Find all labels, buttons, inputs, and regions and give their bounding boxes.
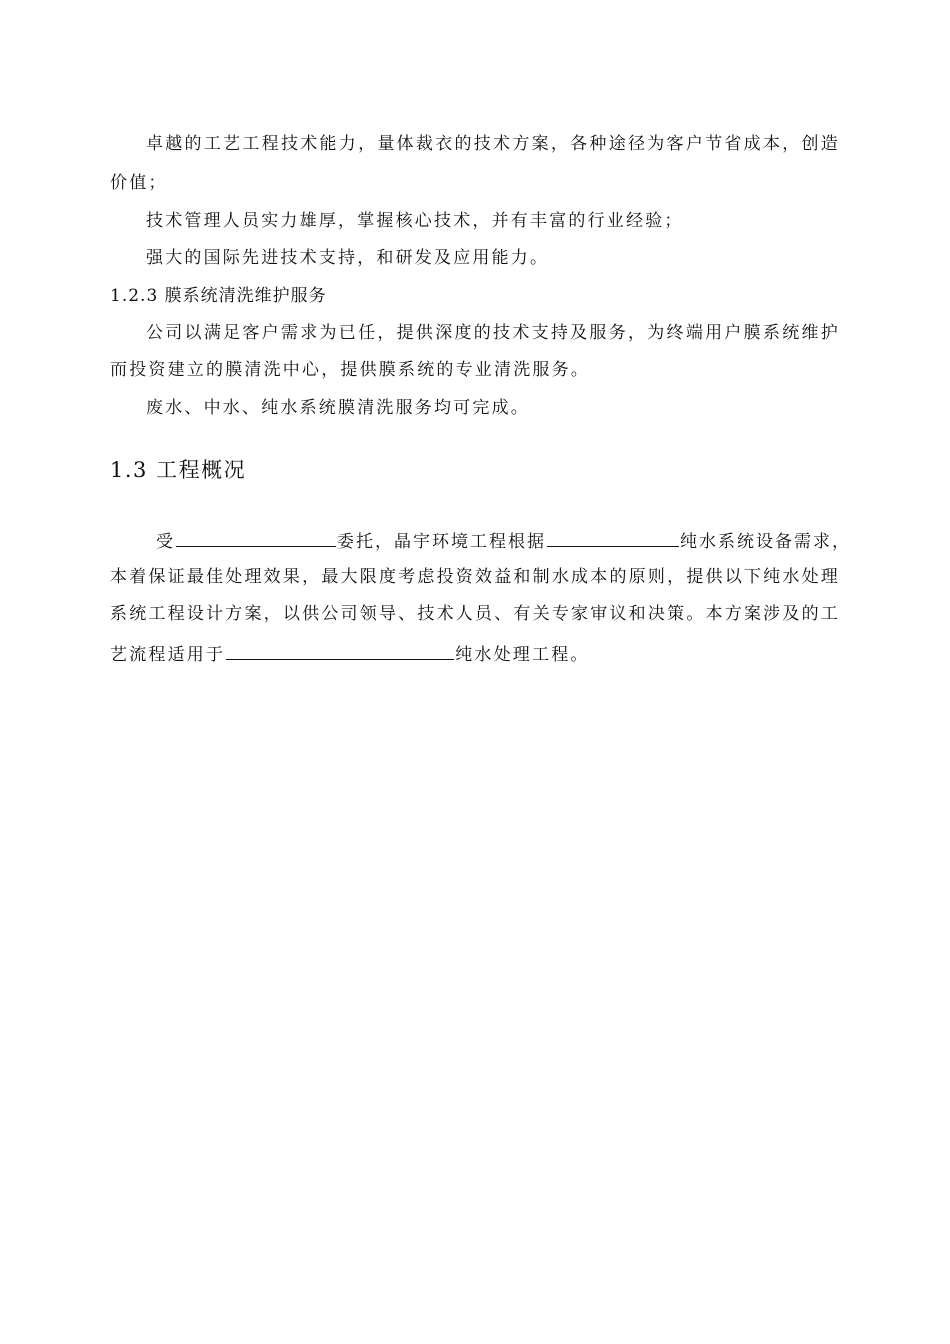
applicable-project-blank[interactable] (226, 639, 454, 660)
overview-line-1 (156, 526, 851, 554)
section-1-3-title: 1.3 工程概况 (110, 458, 247, 482)
section-1-2-3-para1-line-1: 公司以满足客户需求为已任，提供深度的技术支持及服务，为终端用户膜系统维护 (146, 323, 840, 343)
overview-text-entrust: 委托，晶宇环境工程根据 (337, 532, 546, 552)
advantage-1-line-2: 价值； (110, 173, 168, 193)
overview-line-3: 系统工程设计方案，以供公司领导、技术人员、有关专家审议和决策。本方案涉及的工 (110, 604, 840, 624)
section-1-2-3-para2: 废水、中水、纯水系统膜清洗服务均可完成。 (146, 398, 530, 418)
client-name-blank[interactable] (176, 526, 336, 547)
advantage-3: 强大的国际先进技术支持，和研发及应用能力。 (146, 248, 550, 268)
overview-text-demand: 纯水系统设备需求， (680, 532, 851, 552)
advantage-1-line-1: 卓越的工艺工程技术能力，量体裁衣的技术方案，各种途径为客户节省成本，创造 (146, 134, 840, 154)
overview-text-applicable: 艺流程适用于 (110, 645, 226, 665)
overview-line-4 (110, 639, 840, 667)
section-1-2-3-heading: 1.2.3 膜系统清洗维护服务 (110, 286, 327, 306)
overview-line-2: 本着保证最佳处理效果，最大限度考虑投资效益和制水成本的原则，提供以下纯水处理 (110, 567, 840, 587)
section-1-2-3-para1-line-2: 而投资建立的膜清洗中心，提供膜系统的专业清洗服务。 (110, 360, 590, 380)
project-name-blank[interactable] (547, 526, 679, 547)
overview-text-project: 纯水处理工程。 (455, 645, 590, 665)
advantage-2: 技术管理人员实力雄厚，掌握核心技术，并有丰富的行业经验； (146, 211, 684, 231)
overview-text-shou: 受 (156, 532, 175, 552)
